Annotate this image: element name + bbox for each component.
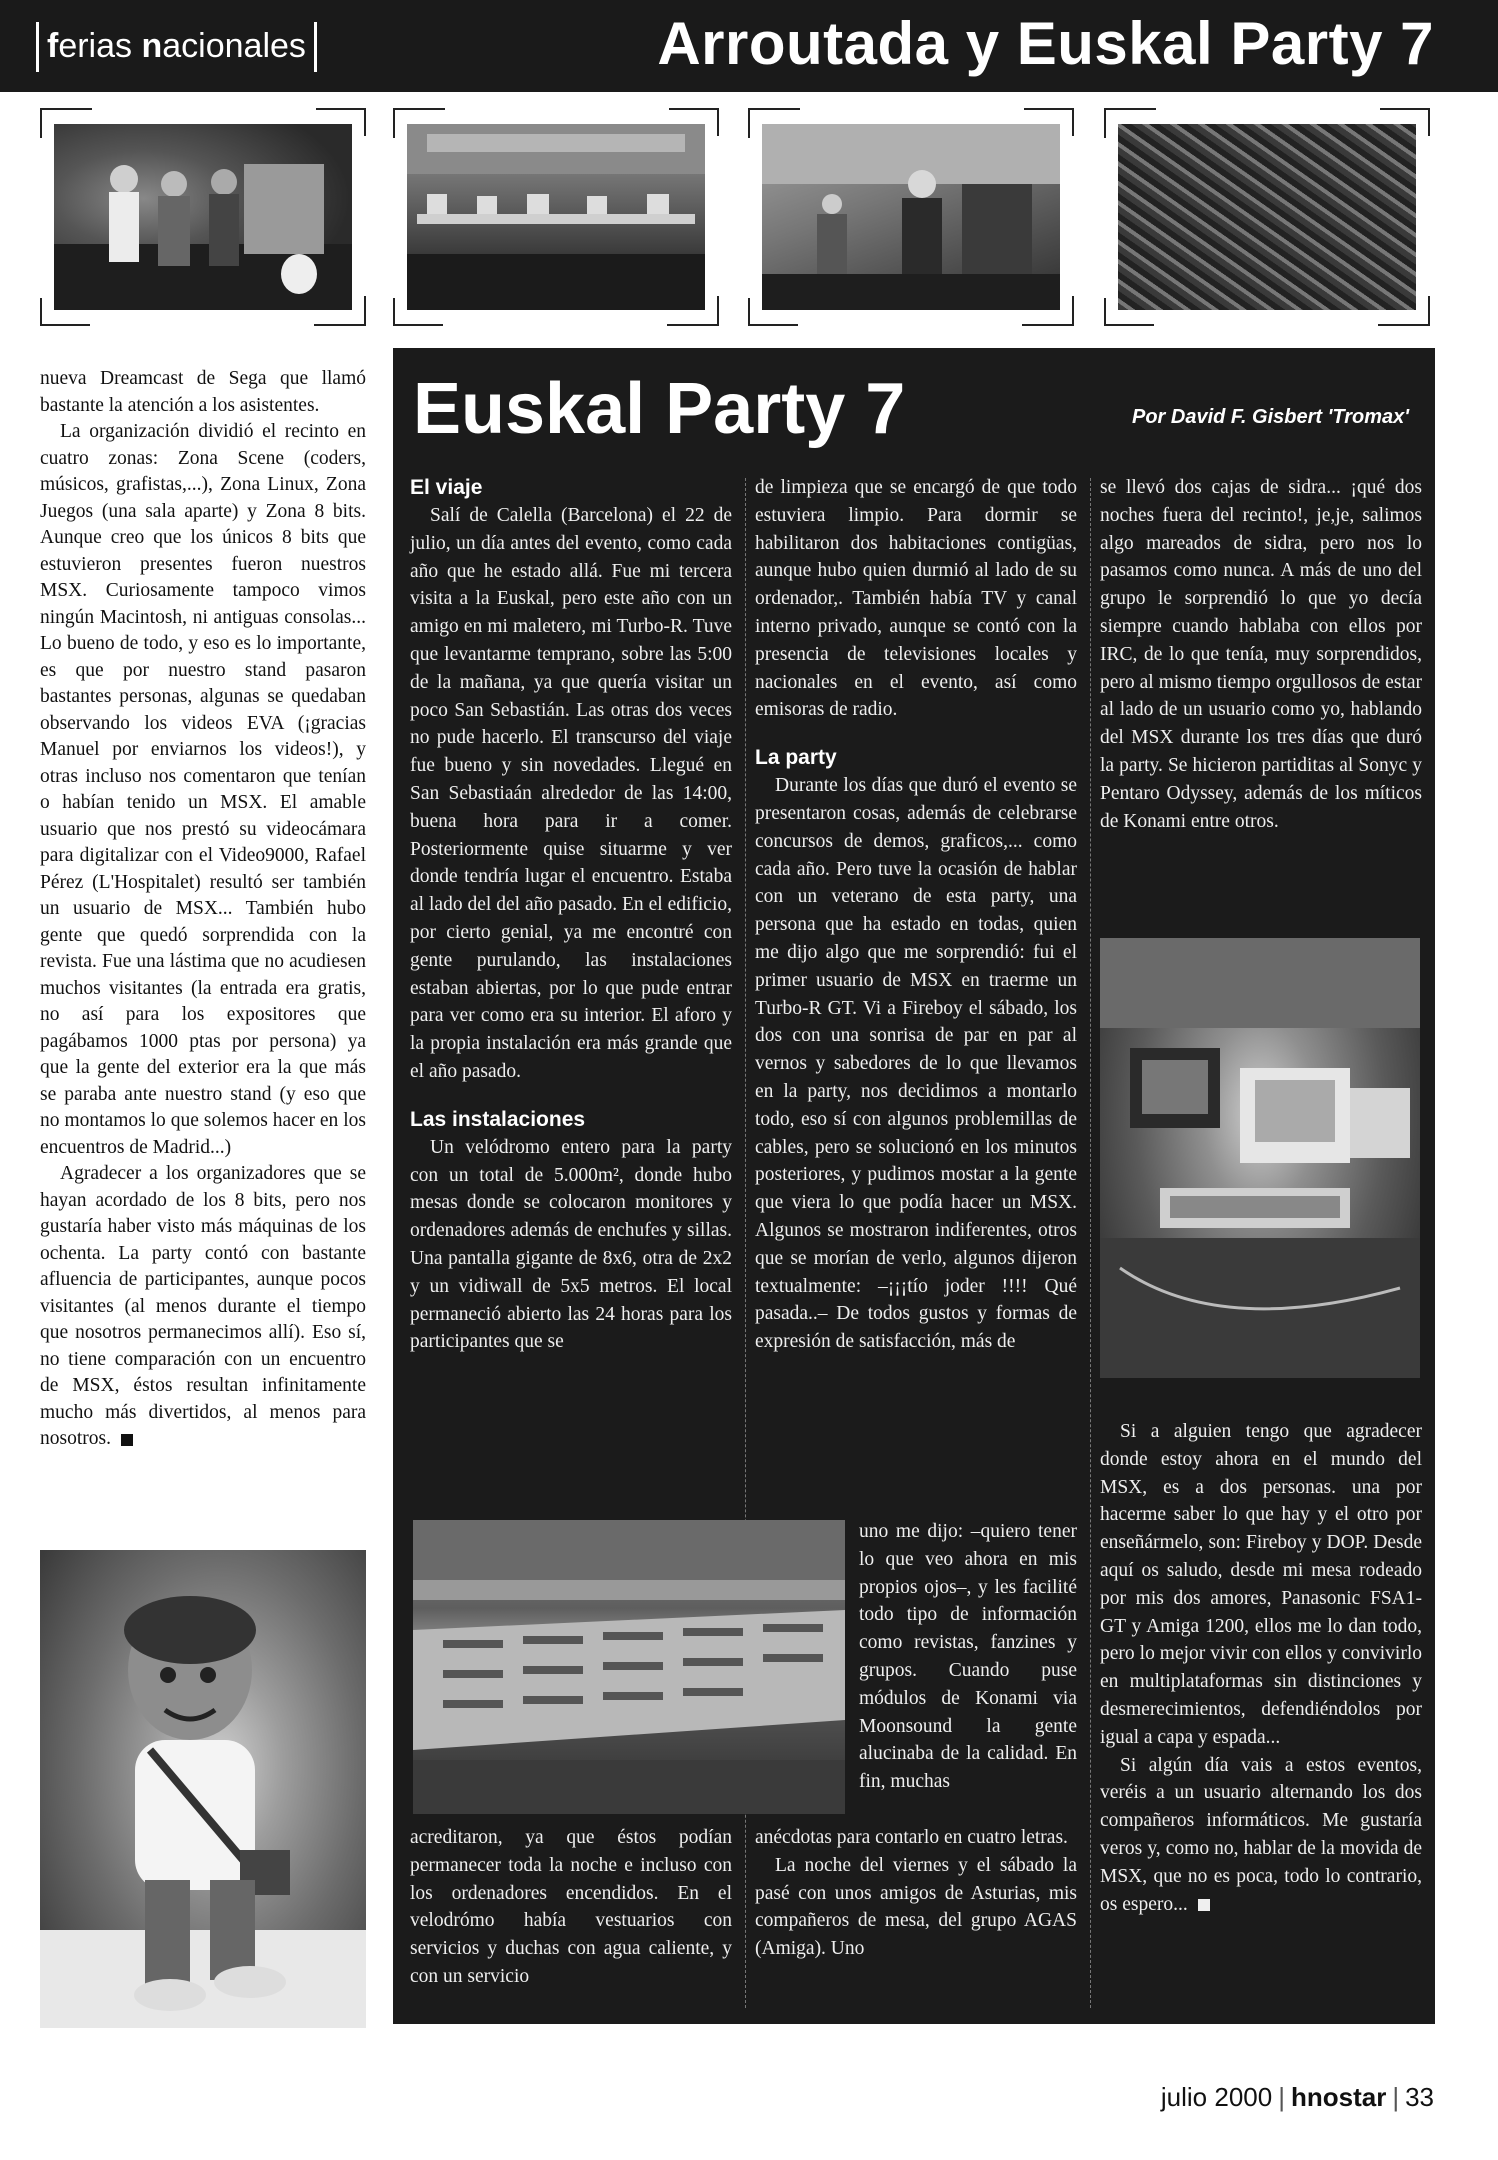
paragraph-sidra: se llevó dos cajas de sidra... ¡qué dos noches fuera del recinto!, je,je, salimos algo mareados de sidra, pero nos lo pasamos como nunca. A más de uno del grupo le sorprendió lo que yo decía siempre cuando hablaba con ellos por IRC, de lo que tenía, muy sorprendidos, pero al mismo tiempo orgullosos de estar al lado de un usuario como yo, hablando del MSX durante los tres días que duró la party. Se hicieron partiditas al Sonyc y Pentaro Odyssey, además de los míticos de Konami entre otros.: [1100, 477, 1422, 832]
paragraph-party-cont: anécdotas para contarlo en cuatro letras.: [755, 1827, 1068, 1848]
article-column-1-continued: [410, 1824, 732, 1991]
article-title: Euskal Party 7: [413, 369, 906, 449]
footer-date: julio 2000: [1160, 2082, 1273, 2112]
paragraph-instalaciones: Un velódromo entero para la party con un total de 5.000m², donde hubo mesas donde se colocaron monitores y ordenadores además de enchufes y sillas. Una pantalla gigante de 8x6, otra de 2x2 y un vidiwall de 5x5 metros. El local permaneció abierto las 24 horas para los participantes que se: [410, 1136, 732, 1353]
byline: Por David F. Gisbert 'Tromax': [1131, 406, 1409, 428]
photo-plush-figure: [40, 1550, 366, 2028]
paragraph-noche-viernes: La noche del viernes y el sábado la pasé con unos amigos de Asturias, mis compañeros de mesa, del grupo AGAS (Amiga). Uno: [755, 1854, 1077, 1960]
paragraph-eventos: Si algún día vais a estos eventos, veréis a un usuario alternando los dos compañeros informáticos. Me gustaría veros y, como no, hablar de la movida de MSX, que no es poca, todo lo contrario, os espero...: [1100, 1754, 1422, 1915]
footer-page-number: 33: [1405, 2082, 1434, 2112]
article-column-3-continued: [1100, 1418, 1422, 1918]
page-footer: julio 2000 | hnostar | 33: [1160, 2082, 1434, 2112]
paragraph-party: Durante los días que duró el evento se presentaron cosas, además de celebrarse concursos de demos, graficos,... como cada año. Pero tuve la ocasión de hablar con un veterano de esta party, una persona que ha estado en todas, quien me dijo algo que me sorprendió: fui el primer usuario de MSX en traerme un Turbo-R GT. Vi a Fireboy el sábado, los dos con una sonrisa de par en par al vernos y sabedores de lo que llevamos en la party, nos decidimos a montarlo todo, eso sí con algunos problemillas de cables, pero se solucionó en los minutos posteriores, y pudimos mostar a la gente que viera lo que podía hacer un MSX. Algunos se mostraron indiferentes, otros que se morían de verlo, algunos dijeron textualmente: –¡¡¡tío joder !!!! Qué pasada..– De todos gustos y formas de expresión de satisfacción, más de: [755, 775, 1077, 1353]
article-column-2: [755, 474, 1077, 1356]
article-column-2-continued: [755, 1824, 1077, 1963]
photo-crowd-aerial: [1118, 124, 1416, 310]
article-column-2-wrap: [859, 1518, 1077, 1796]
photo-frame-2: [393, 108, 719, 326]
photo-stand-people: [54, 124, 352, 310]
left-paragraph-2: La organización dividió el recinto en cuatro zonas: Zona Scene (coders, músicos, grafistas,...), Zona Linux, Zona Juegos (una sala aparte) y Zona 8 bits. Aunque creo que los únicos 8 bits que estuvieron presentes fueron nuestros MSX. Curiosamente tampoco vimos ningún Macintosh, ni antiguas consolas... Lo bueno de todo, y eso es lo importante, es que por nuestro stand pasaron bastantes personas, algunas se quedaban observando los videos EVA (¡gracias Manuel por enviarnos los videos!), y otras incluso nos comentaron que tenían o habían tenido un MSX. El amable usuario que nos prestó su videocámara para digitalizar con el Video9000, Rafael Pérez (L'Hospitalet) resultó ser también un usuario de MSX... También hubo gente que quedó sorprendida con la revista. Fue una lástima que no acudiesen muchos visitantes (la entrada era gratis, no así para los expositores que pagábamos 1000 ptas por persona) ya que la gente del exterior era la que más se paraba ante nuestro stand (y eso que no montamos lo que solemos hacer en los encuentros de Madrid...): [40, 421, 366, 1158]
paragraph-instalaciones-cont: acreditaron, ya que éstos podían permanecer toda la noche e incluso con los ordenadores encendidos. En el velodrómo había vestuarios con servicios y duchas con agua caliente, y con un servicio: [410, 1827, 732, 1987]
photo-frame-3: [748, 108, 1074, 326]
end-mark-icon: [1198, 1899, 1210, 1911]
footer-magazine: hnostar: [1290, 2082, 1387, 2112]
paragraph-party-wrap: uno me dijo: –quiero tener lo que veo ahora en mis propios ojos–, y les facilité todo tipo de información como revistas, fanzines y grupos. Cuando puse módulos de Konami via Moonsound la gente alucinaba de la calidad. En fin, muchas: [859, 1521, 1077, 1793]
article-column-1: [410, 474, 732, 1356]
photo-frame-4: [1104, 108, 1430, 326]
photo-msx-setup: [1100, 938, 1420, 1378]
paragraph-limpieza: de limpieza que se encargó de que todo estuviera limpio. Para dormir se habilitaron dos habitaciones contigüas, aunque hubo quien durmió al lado de su ordenador,. También había TV y canal interno privado, aunque se contó con la presencia de televisiones locales y nacionales en el evento, así como emisoras de radio.: [755, 477, 1077, 721]
left-paragraph-3: Agradecer a los organizadores que se hayan acordado de los 8 bits, pero nos gustaría haber visto más máquinas de los ochenta. La party contó con bastante afluencia de participantes, aunque pocos visitantes (al menos durante el tiempo que nosotros permanecimos allí). Eso sí, no tiene comparación con un encuentro de MSX, éstos resultan infinitamente mucho más divertidos, al menos para nosotros.: [40, 1163, 366, 1449]
heading-las-instalaciones: Las instalaciones: [410, 1107, 586, 1131]
left-paragraph-1: nueva Dreamcast de Sega que llamó bastante la atención a los asistentes.: [40, 368, 366, 416]
paragraph-agradecer: Si a alguien tengo que agradecer donde estoy ahora en el mundo del MSX, es a dos personas. una por hacerme saber lo que hay y el otro por enseñármelo, son: Fireboy y DOP. Desde aquí os saludo, desde mi mesa rodeado por mis dos amores, Panasonic FSA1-GT y Amiga 1200, ellos me lo dan todo, pero lo mejor vivir con ellos y convivirlo en multiplataformas sin distinciones y desmerecimientos, defendiéndolos por igual a capa y espada...: [1100, 1421, 1422, 1748]
photo-frame-1: [40, 108, 366, 326]
heading-la-party: La party: [755, 746, 837, 770]
photo-hall-desks: [407, 124, 705, 310]
photo-participants: [762, 124, 1060, 310]
column-divider: [1090, 478, 1091, 2008]
header-bar: [0, 0, 1498, 92]
article-column-3: [1100, 474, 1422, 835]
heading-el-viaje: El viaje: [410, 476, 483, 499]
end-mark-icon: [121, 1434, 133, 1446]
left-column-text: [40, 366, 366, 1453]
page-title: Arroutada y Euskal Party 7: [657, 10, 1434, 77]
article-box: [393, 348, 1435, 2024]
photo-velodrome-hall: [413, 1520, 845, 1814]
section-label: ferias nacionales: [36, 22, 317, 72]
paragraph-viaje: Salí de Calella (Barcelona) el 22 de julio, un día antes del evento, como cada año que he estado allá. Fue mi tercera visita a la Euskal, pero este año con un amigo en mi maletero, mi Turbo-R. Tuve que levantarme temprano, sobre las 5:00 de la mañana, ya que quería visitar un poco San Sebastián. Las otras dos veces no pude hacerlo. El transcurso del viaje fue bueno y sin novedades. Llegué en San Sebastiaán alrededor de las 14:00, buena hora para ir a comer. Posteriormente quise situarme y ver donde tendría lugar el encuentro. Estaba al lado del del año pasado. En el edificio, por cierto genial, ya me encontré con gente purulando, las instalaciones estaban abiertas, por lo que pude entrar para ver como era su interior. El aforo y la propia instalación era más grande que el año pasado.: [410, 505, 732, 1082]
